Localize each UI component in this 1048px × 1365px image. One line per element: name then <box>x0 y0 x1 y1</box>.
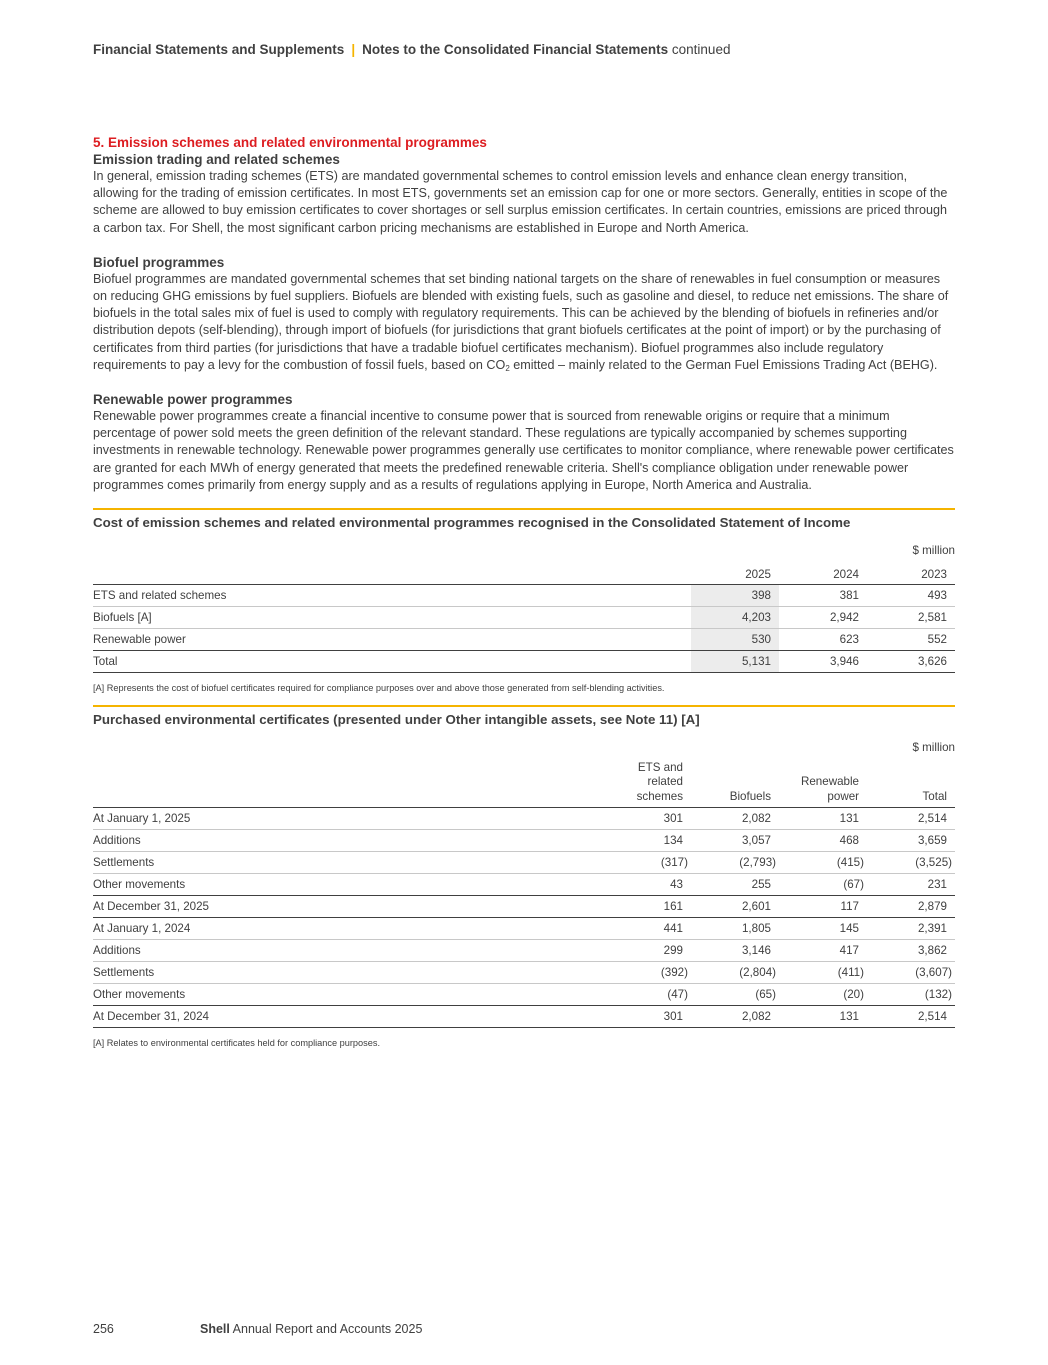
cell-value: 2,391 <box>867 918 955 940</box>
cell-value: 530 <box>691 629 779 651</box>
cell-value: (132) <box>867 984 955 1006</box>
cell-value: 301 <box>603 1006 691 1028</box>
row-label: Renewable power <box>93 629 691 651</box>
page-footer <box>93 1322 422 1336</box>
cell-value: (67) <box>779 874 867 896</box>
cost-year-2024: 2024 <box>779 559 867 585</box>
cell-value: 398 <box>691 585 779 607</box>
footer-report: Annual Report and Accounts 2025 <box>232 1322 423 1336</box>
cell-value: (2,804) <box>691 962 779 984</box>
cell-value: 2,942 <box>779 607 867 629</box>
cell-value: 468 <box>779 830 867 852</box>
certificates-table-unit: $ million <box>912 741 955 755</box>
cost-year-2023: 2023 <box>867 559 955 585</box>
header-continued: continued <box>671 42 731 57</box>
cell-value: 3,946 <box>779 651 867 673</box>
cell-value: (47) <box>603 984 691 1006</box>
biofuel-text-2: emitted – mainly related to the German Fuel Emissions Trading Act (BEHG). <box>509 357 938 372</box>
ets-paragraph: In general, emission trading schemes (ETS) are mandated governmental schemes to control emission levels and enhance clean energy transition, allowing for the trading of emission certificates. In most ETS, governments set an emission cap for one or more sectors. Generally, entities in scope of the scheme are allowed to buy emission certificates to cover shortages or sell surplus emission certificates. In certain countries, emissions are priced through a carbon tax. For Shell, the most significant carbon pricing mechanisms are established in Europe and North America. <box>93 169 948 235</box>
cell-value: 145 <box>779 918 867 940</box>
cell-value: (392) <box>603 962 691 984</box>
table-row-total <box>93 651 955 673</box>
table-row <box>93 1006 955 1028</box>
ets-heading: Emission trading and related schemes <box>93 152 340 167</box>
cell-value: 117 <box>779 896 867 918</box>
cell-value: 231 <box>867 874 955 896</box>
note-content <box>93 134 955 1050</box>
table-row <box>93 852 955 874</box>
cell-value: 381 <box>779 585 867 607</box>
header-section: Financial Statements and Supplements <box>93 42 345 57</box>
cell-value: 2,514 <box>867 808 955 830</box>
cell-value: 3,146 <box>691 940 779 962</box>
renewable-paragraph: Renewable power programmes create a financial incentive to consume power that is sourced from renewable origins or require that a minimum percentage of power sold meets the green definition of the relevant standard. These regulations are typically accompanied by schemes supporting investments in renewable technology. Renewable power programmes generally use certificates to monitor compliance, where renewable power certificates are granted for each MWh of energy generated that meets the predefined renewable criteria. Shell's compliance obligation under renewable power programmes comes primarily from energy supply and as a results of regulations applying in Europe, North America and Australia. <box>93 409 954 492</box>
cell-value: (415) <box>779 852 867 874</box>
cell-value: 2,581 <box>867 607 955 629</box>
certificates-table-title: Purchased environmental certificates (presented under Other intangible assets, see Note 11) [A] <box>93 705 955 732</box>
cell-value: (411) <box>779 962 867 984</box>
col-biofuels-header: Biofuels <box>691 756 779 808</box>
cell-value: 134 <box>603 830 691 852</box>
cell-value: 161 <box>603 896 691 918</box>
row-label: ETS and related schemes <box>93 585 691 607</box>
cell-value: 5,131 <box>691 651 779 673</box>
cell-value: 417 <box>779 940 867 962</box>
col-ets-header: ETS and related schemes <box>603 756 691 808</box>
cell-value: 441 <box>603 918 691 940</box>
biofuel-paragraph <box>93 271 955 374</box>
header-separator: | <box>351 42 356 57</box>
cell-value: 2,879 <box>867 896 955 918</box>
cell-value: 2,601 <box>691 896 779 918</box>
cost-table-title: Cost of emission schemes and related environmental programmes recognised in the Consolidated Statement of Income <box>93 508 955 535</box>
cell-value: 43 <box>603 874 691 896</box>
header-subsection: Notes to the Consolidated Financial Statements <box>362 42 669 57</box>
cell-value: 3,862 <box>867 940 955 962</box>
cell-value: 2,082 <box>691 808 779 830</box>
table-row <box>93 984 955 1006</box>
row-label: At December 31, 2024 <box>93 1006 603 1028</box>
cell-value: 2,514 <box>867 1006 955 1028</box>
row-label: Biofuels [A] <box>93 607 691 629</box>
row-label: Settlements <box>93 852 603 874</box>
cost-table <box>93 535 955 673</box>
cell-value: (3,607) <box>867 962 955 984</box>
certificates-table-footnote: [A] Relates to environmental certificates held for compliance purposes. <box>93 1038 380 1049</box>
table-row <box>93 607 955 629</box>
cost-table-footnote: [A] Represents the cost of biofuel certificates required for compliance purposes over and above those generated from self-blending activities. <box>93 683 665 694</box>
cell-value: (65) <box>691 984 779 1006</box>
table-row <box>93 629 955 651</box>
cell-value: 3,057 <box>691 830 779 852</box>
table-row <box>93 940 955 962</box>
row-label: Other movements <box>93 874 603 896</box>
co2-subscript: 2 <box>505 363 510 373</box>
col-renewable-header: Renewable power <box>779 756 867 808</box>
cell-value: (2,793) <box>691 852 779 874</box>
row-label: At January 1, 2025 <box>93 808 603 830</box>
table-row <box>93 585 955 607</box>
table-row <box>93 962 955 984</box>
table-row <box>93 918 955 940</box>
table-row <box>93 896 955 918</box>
cell-value: 131 <box>779 1006 867 1028</box>
col-total-header: Total <box>867 756 955 808</box>
table-row <box>93 808 955 830</box>
cost-table-unit: $ million <box>912 544 955 558</box>
cell-value: 3,626 <box>867 651 955 673</box>
row-label: At December 31, 2025 <box>93 896 603 918</box>
footer-brand: Shell <box>200 1322 230 1336</box>
cell-value: 299 <box>603 940 691 962</box>
cell-value: 493 <box>867 585 955 607</box>
row-label: Settlements <box>93 962 603 984</box>
cell-value: 2,082 <box>691 1006 779 1028</box>
page-number: 256 <box>93 1322 114 1336</box>
cell-value: 3,659 <box>867 830 955 852</box>
row-label: At January 1, 2024 <box>93 918 603 940</box>
row-label: Other movements <box>93 984 603 1006</box>
cell-value: 131 <box>779 808 867 830</box>
table-row <box>93 830 955 852</box>
certificates-table <box>93 732 955 1028</box>
cell-value: 623 <box>779 629 867 651</box>
biofuel-heading: Biofuel programmes <box>93 254 225 270</box>
table-row <box>93 874 955 896</box>
renewable-heading: Renewable power programmes <box>93 392 293 408</box>
note-title: 5. Emission schemes and related environmental programmes <box>93 135 487 150</box>
page-header <box>93 42 730 57</box>
cell-value: (20) <box>779 984 867 1006</box>
row-label: Additions <box>93 940 603 962</box>
row-label: Additions <box>93 830 603 852</box>
cell-value: (317) <box>603 852 691 874</box>
cell-value: 255 <box>691 874 779 896</box>
cell-value: 552 <box>867 629 955 651</box>
biofuel-text-1: Biofuel programmes are mandated governmental schemes that set binding national targets on the share of renewables in fuel consumption or measures on reducing GHG emissions by fuel suppliers. Biofuels are blended with existing fuels, such as gasoline and diesel, to reduce net emissions. The share of biofuels in the total sales mix of fuel is used to comply with regulatory requirements. This can be achieved by the blending of biofuels in refineries and/or distribution depots (self-blending), through import of biofuels (for jurisdictions that grant biofuels certificates at the point of import) or by the purchasing of certificates from third parties (for jurisdictions that have a tradable biofuel certificates mechanism). Biofuel programmes also include regulatory requirements to pay a levy for the combustion of fossil fuels, based on CO <box>93 271 949 372</box>
cell-value: 4,203 <box>691 607 779 629</box>
row-label: Total <box>93 651 691 673</box>
cell-value: 301 <box>603 808 691 830</box>
cell-value: (3,525) <box>867 852 955 874</box>
cell-value: 1,805 <box>691 918 779 940</box>
cost-year-2025: 2025 <box>691 559 779 585</box>
